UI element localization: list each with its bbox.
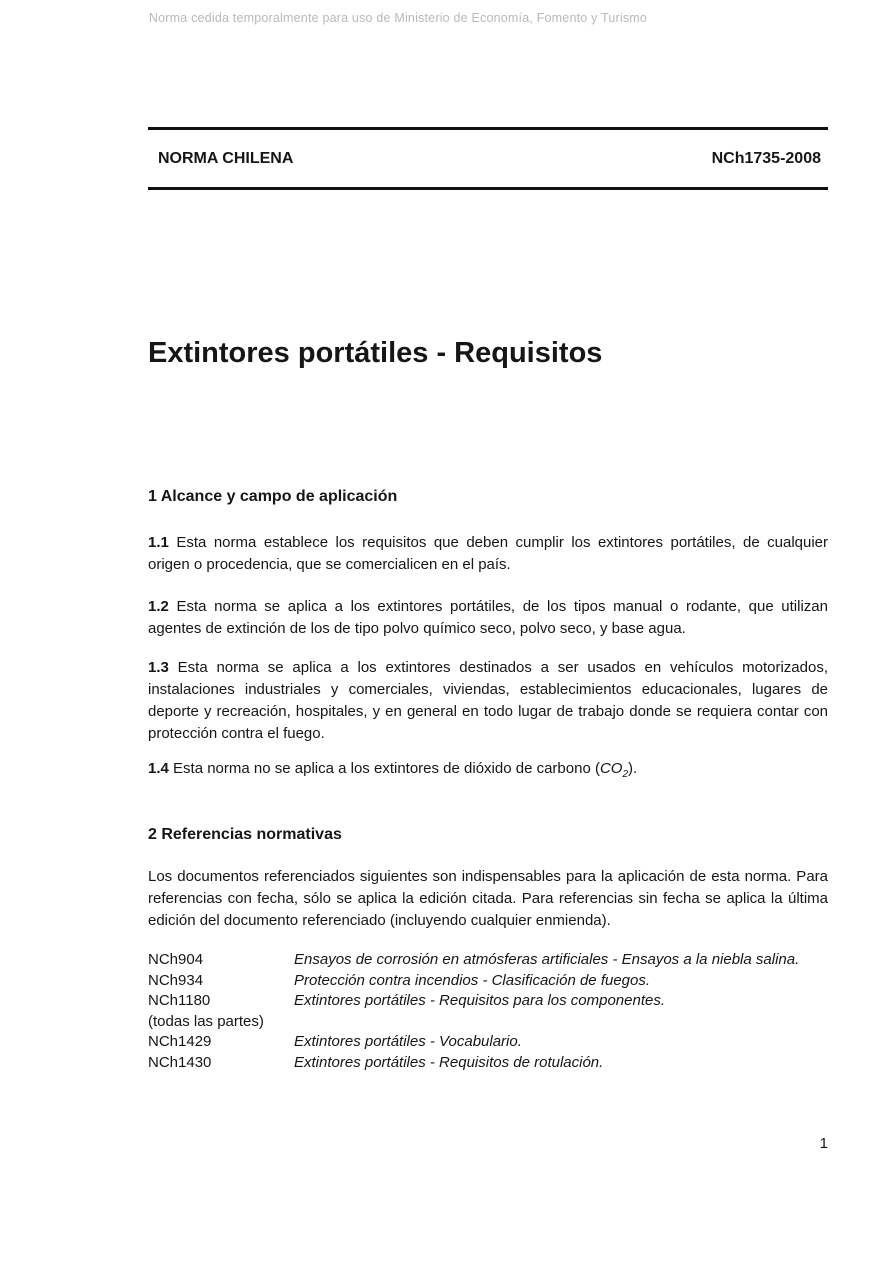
reference-code: NCh1430 xyxy=(148,1053,212,1071)
reference-code: NCh1180 xyxy=(148,992,211,1009)
reference-code-cell xyxy=(148,971,294,992)
reference-title: Extintores portátiles - Requisitos para los componentes. xyxy=(294,992,666,1009)
reference-code-cell xyxy=(148,991,294,1032)
header-rule-bottom xyxy=(148,187,828,190)
header-left-label: NORMA CHILENA xyxy=(158,149,294,167)
paragraph-1-2 xyxy=(148,596,828,640)
paragraph-text: Esta norma se aplica a los extintores destinados a ser usados en vehículos motorizados, instalaciones industriales y comerciales, viviendas, establecimientos educacionales, lugares de deporte y recreación, hospitales, y en general en todo lugar de trabajo donde se requiera contar con protección contra el fuego. xyxy=(148,659,828,742)
paragraph-number: 1.3 xyxy=(148,659,169,676)
references-list xyxy=(148,950,828,1073)
paragraph-1-4 xyxy=(148,758,828,786)
header-right-label: NCh1735-2008 xyxy=(711,149,821,167)
reference-title: Extintores portátiles - Vocabulario. xyxy=(294,1033,522,1050)
paragraph-1-3 xyxy=(148,657,828,745)
page-number: 1 xyxy=(819,1135,828,1152)
paragraph-text-after: ). xyxy=(628,760,638,777)
reference-row xyxy=(148,1032,828,1053)
reference-row xyxy=(148,1053,828,1074)
section-alcance xyxy=(148,488,828,786)
document-header xyxy=(148,127,828,190)
paragraph-text: Esta norma no se aplica a los extintores de dióxido de carbono ( xyxy=(173,760,600,777)
header-row xyxy=(148,130,828,187)
co2-formula: CO xyxy=(599,760,623,777)
reference-row xyxy=(148,991,828,1032)
reference-code: NCh904 xyxy=(148,951,204,968)
reference-code: NCh1429 xyxy=(148,1033,212,1050)
reference-row xyxy=(148,950,828,971)
paragraph-text: Esta norma se aplica a los extintores portátiles, de los tipos manual o rodante, que utilizan agentes de extinción de los de tipo polvo químico seco, polvo seco, y base agua. xyxy=(148,598,828,637)
document-title: Extintores portátiles - Requisitos xyxy=(148,337,603,369)
reference-title: Ensayos de corrosión en atmósferas artificiales - Ensayos a la niebla salina. xyxy=(294,951,800,968)
reference-code: NCh934 xyxy=(148,971,204,989)
page-content xyxy=(148,0,828,1073)
reference-code-cell xyxy=(148,1032,294,1053)
watermark-text: Norma cedida temporalmente para uso de Ministerio de Economía, Fomento y Turismo xyxy=(148,11,648,25)
reference-title: Protección contra incendios - Clasificación de fuegos. xyxy=(294,971,651,989)
reference-code-cell xyxy=(148,950,294,971)
section-referencias xyxy=(148,826,828,1073)
reference-row xyxy=(148,971,828,992)
paragraph-number: 1.4 xyxy=(148,760,169,777)
reference-note: (todas las partes) xyxy=(148,1012,264,1030)
paragraph-number: 1.1 xyxy=(148,534,169,551)
paragraph-1-1 xyxy=(148,532,828,576)
section-2-intro: Los documentos referenciados siguientes son indispensables para la aplicación de esta norma. Para referencias con fecha, sólo se aplica la edición citada. Para referencias sin fecha se aplica la última edición del documento referenciado (incluyendo cualquier enmienda). xyxy=(148,868,828,929)
reference-code-cell xyxy=(148,1053,294,1074)
section-2-heading: 2 Referencias normativas xyxy=(148,826,342,843)
paragraph-text: Esta norma establece los requisitos que deben cumplir los extintores portátiles, de cualquier origen o procedencia, que se comercialicen en el país. xyxy=(148,534,829,573)
paragraph-number: 1.2 xyxy=(148,598,169,615)
co2-subscript: 2 xyxy=(622,769,629,780)
section-1-heading: 1 Alcance y campo de aplicación xyxy=(148,488,398,505)
reference-title: Extintores portátiles - Requisitos de rotulación. xyxy=(294,1053,604,1071)
